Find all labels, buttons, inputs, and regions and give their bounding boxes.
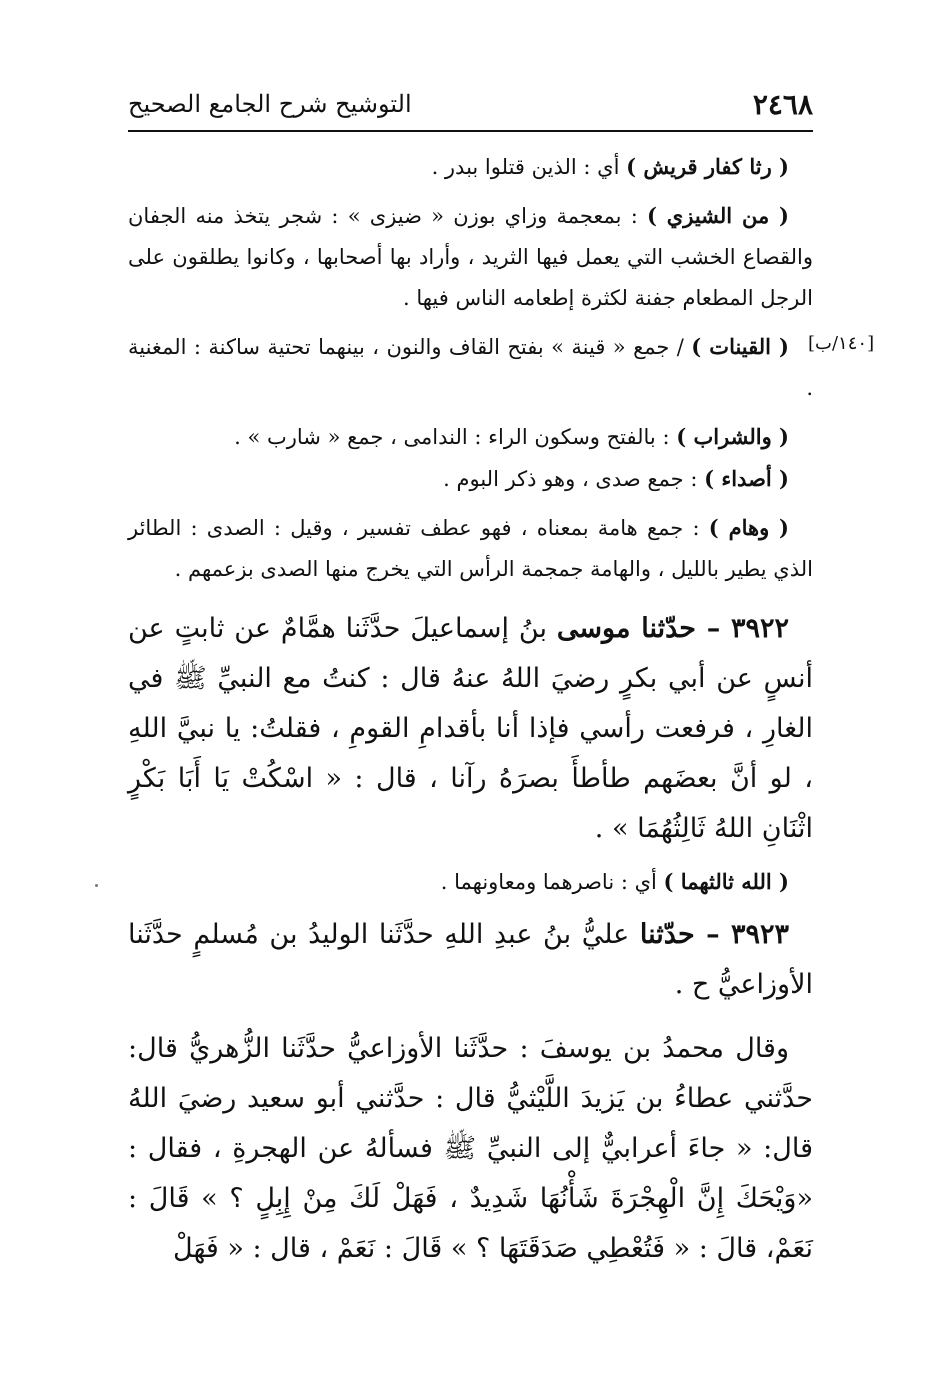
gloss-text: أي : ناصرهما ومعاونهما . xyxy=(440,870,664,894)
gloss-paragraph xyxy=(128,326,813,409)
hadith-number: ٣٩٢٢ xyxy=(730,613,789,644)
gloss-text: : جمع هامة بمعناه ، فهو عطف تفسير ، وقيل : الصدى : الطائر الذي يطير بالليل ، والهامة جمجمة الرأس التي يخرج منها الصدى بزعمهم . xyxy=(128,516,813,581)
gloss-paragraph xyxy=(128,416,813,458)
margin-folio-reference: [١٤٠/ب] xyxy=(808,333,875,354)
gloss-text: / جمع « قينة » بفتح القاف والنون ، بينهما تحتية ساكنة : المغنية . xyxy=(128,335,813,400)
running-title: التوشيح شرح الجامع الصحيح xyxy=(128,90,412,118)
gloss-term: ( من الشيزي ) xyxy=(647,203,789,228)
hadith-text: بنُ إسماعيلَ حدَّثَنا همَّامٌ عن ثابتٍ عن أنسٍ عن أبي بكرٍ رضيَ اللهُ عنهُ قال : كنتُ مع النبيِّ ﷺ في الغارِ ، فرفعت رأسي فإذا أنا بأقدامِ القومِ ، فقلتُ: يا نبيَّ اللهِ ، لو أنَّ بعضَهم طأطأَ بصرَهُ رآنا ، قال : « اسْكُتْ يَا أَبَا بَكْرٍ اثْنَانِ اللهُ ثَالِثُهُمَا » . xyxy=(128,613,813,844)
hadith-number: ٣٩٢٣ xyxy=(731,919,790,950)
gloss-paragraph xyxy=(128,146,813,188)
gloss-text: : بمعجمة وزاي بوزن « ضيزى » : شجر يتخذ منه الجفان والقصاع الخشب التي يعمل فيها الثريد ، وأراد بها أصحابها ، وكانوا يطلقون على الرجل المطعام جفنة لكثرة إطعامه الناس فيها . xyxy=(128,204,814,310)
gloss-term: ( رثا كفار قريش ) xyxy=(626,154,789,179)
hadith-3923 xyxy=(128,910,813,1010)
gloss-text: أي : الذين قتلوا ببدر . xyxy=(431,155,627,179)
stray-ink-dot xyxy=(95,884,98,887)
gloss-term: ( والشراب ) xyxy=(676,424,789,449)
hadith-lead: – حدّثنا موسى xyxy=(556,613,731,644)
hadith-text: عليُّ بنُ عبدِ اللهِ حدَّثَنا الوليدُ بن مُسلمٍ حدَّثَنا الأوزاعيُّ ح . xyxy=(128,919,813,1000)
gloss-term: ( أصداء ) xyxy=(704,466,789,491)
page-number: ٢٤٦٨ xyxy=(752,88,813,121)
hadith-lead: – حدّثنا xyxy=(639,919,731,950)
gloss-paragraph xyxy=(128,861,813,903)
hadith-3923-continuation: وقال محمدُ بن يوسفَ : حدَّثَنا الأوزاعيُّ حدَّثَنا الزُّهريُّ قال: حدَّثني عطاءُ بن يَزيدَ اللَّيْثيُّ قال : حدَّثني أبو سعيد رضيَ اللهُ قال: « جاءَ أعرابيٌّ إلى النبيِّ ﷺ فسألهُ عن الهجرةِ ، فقال : «وَيْحَكَ إِنَّ الْهِجْرَةَ شَأْنُهَا شَدِيدٌ ، فَهَلْ لَكَ مِنْ إِبِلٍ ؟ » قَالَ : نَعَمْ، قالَ : « فَتُعْطِي صَدَقَتَهَا ؟ » قَالَ : نَعَمْ ، قال : « فَهَلْ xyxy=(128,1033,813,1264)
gloss-term: ( الله ثالثهما ) xyxy=(663,869,789,894)
gloss-term: ( القينات ) xyxy=(691,334,789,359)
page-body xyxy=(128,146,813,1274)
page-header xyxy=(128,88,813,126)
gloss-paragraph xyxy=(128,195,813,319)
header-rule xyxy=(128,130,813,132)
gloss-paragraph xyxy=(128,458,813,500)
gloss-text: : جمع صدى ، وهو ذكر البوم . xyxy=(443,467,705,491)
gloss-text: : بالفتح وسكون الراء : الندامى ، جمع « شارب » . xyxy=(234,425,677,449)
gloss-paragraph xyxy=(128,507,813,590)
hadith-3922 xyxy=(128,604,813,854)
gloss-term: ( وهام ) xyxy=(708,515,789,540)
